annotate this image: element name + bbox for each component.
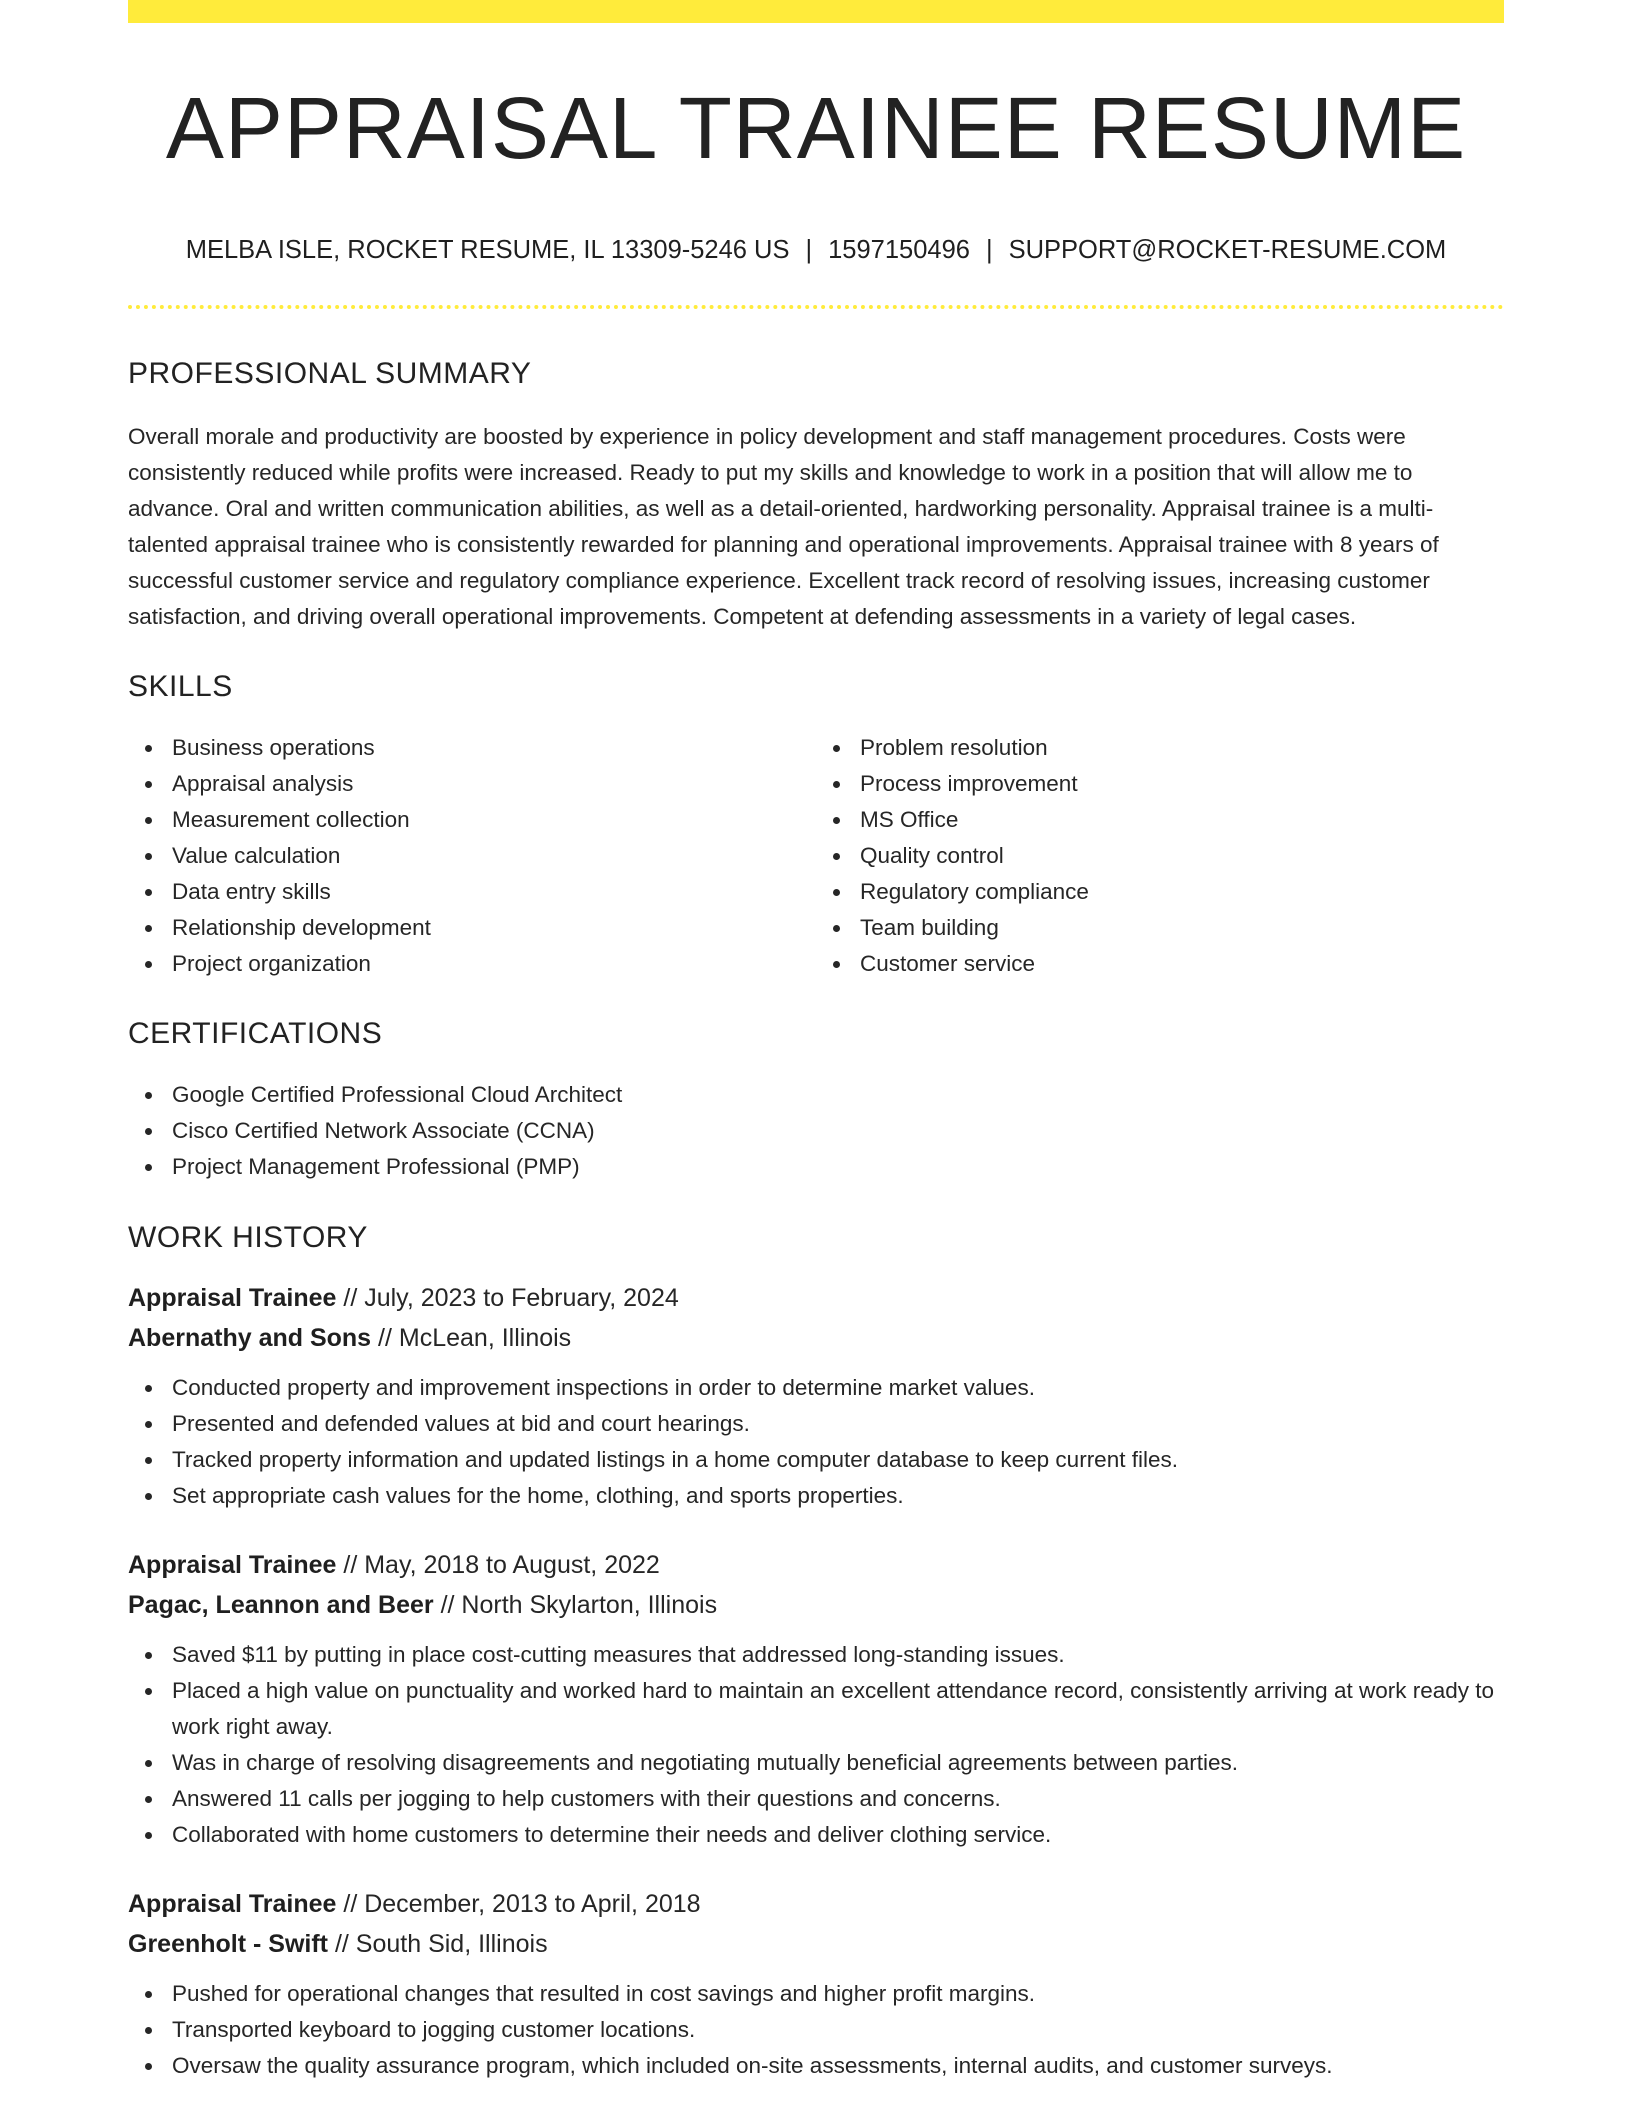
job-entry — [128, 1884, 1504, 2084]
job-bullet: Placed a high value on punctuality and worked hard to maintain an excellent attendance record, consistently arriving at work ready to work right away. — [172, 1673, 1504, 1745]
certifications-heading: CERTIFICATIONS — [128, 1016, 383, 1050]
skills-heading: SKILLS — [128, 669, 233, 703]
job-bullet: Presented and defended values at bid and court hearings. — [172, 1406, 1504, 1442]
job-title-line — [128, 1884, 1504, 1924]
job-location: // South Sid, Illinois — [334, 1929, 548, 1958]
skill-item: Quality control — [860, 838, 1504, 874]
summary-heading: PROFESSIONAL SUMMARY — [128, 356, 532, 390]
job-entry — [128, 1278, 1504, 1514]
job-bullet: Was in charge of resolving disagreements and negotiating mutually beneficial agreements between parties. — [172, 1745, 1504, 1781]
job-location: // North Skylarton, Illinois — [440, 1590, 718, 1619]
summary-text: Overall morale and productivity are boosted by experience in policy development and staff management procedures. Costs were consistently reduced while profits were increased. Ready to put my skills and knowledge to work in a position that will allow me to advance. Oral and written communication abilities, as well as a detail-oriented, hardworking personality. Appraisal trainee is a multi-talented appraisal trainee who is consistently rewarded for planning and operational improvements. Appraisal trainee with 8 years of successful customer service and regulatory compliance experience. Excellent track record of resolving issues, increasing customer satisfaction, and driving overall operational improvements. Competent at defending assessments in a variety of legal cases. — [128, 423, 1439, 629]
certification-item: Cisco Certified Network Associate (CCNA) — [172, 1113, 1504, 1149]
job-bullets — [128, 1976, 1504, 2084]
skill-item: Appraisal analysis — [172, 766, 816, 802]
job-bullet: Pushed for operational changes that resulted in cost savings and higher profit margins. — [172, 1976, 1504, 2012]
job-bullet: Tracked property information and updated listings in a home computer database to keep current files. — [172, 1442, 1504, 1478]
job-location: // McLean, Illinois — [378, 1323, 572, 1352]
job-company-line — [128, 1924, 1504, 1964]
job-bullet: Set appropriate cash values for the home, clothing, and sports properties. — [172, 1478, 1504, 1514]
job-bullet: Saved $11 by putting in place cost-cutting measures that addressed long-standing issues. — [172, 1637, 1504, 1673]
job-bullets — [128, 1637, 1504, 1853]
dotted-divider — [128, 305, 1504, 309]
skill-item: Project organization — [172, 946, 816, 982]
job-company-line — [128, 1585, 1504, 1625]
job-company: Abernathy and Sons — [128, 1323, 372, 1352]
job-bullet: Answered 11 calls per jogging to help customers with their questions and concerns. — [172, 1781, 1504, 1817]
skills-columns — [128, 730, 1504, 982]
job-title: Appraisal Trainee — [128, 1550, 337, 1579]
job-bullets — [128, 1370, 1504, 1514]
skill-item: Data entry skills — [172, 874, 816, 910]
job-title-line — [128, 1278, 1504, 1318]
job-dates: // July, 2023 to February, 2024 — [343, 1283, 679, 1312]
job-bullet: Conducted property and improvement inspections in order to determine market values. — [172, 1370, 1504, 1406]
job-title-line — [128, 1545, 1504, 1585]
job-bullet: Collaborated with home customers to determine their needs and deliver clothing service. — [172, 1817, 1504, 1853]
contact-separator: | — [805, 236, 813, 264]
skill-item: MS Office — [860, 802, 1504, 838]
certifications-list — [128, 1077, 1504, 1185]
job-dates: // December, 2013 to April, 2018 — [343, 1889, 701, 1918]
skills-list-left — [128, 730, 816, 982]
skill-item: Business operations — [172, 730, 816, 766]
job-company: Pagac, Leannon and Beer — [128, 1590, 434, 1619]
job-bullet: Transported keyboard to jogging customer locations. — [172, 2012, 1504, 2048]
job-dates: // May, 2018 to August, 2022 — [343, 1550, 660, 1579]
certification-item: Project Management Professional (PMP) — [172, 1149, 1504, 1185]
skill-item: Team building — [860, 910, 1504, 946]
resume-page — [128, 0, 1504, 2084]
contact-address: MELBA ISLE, ROCKET RESUME, IL 13309-5246 US — [185, 236, 790, 264]
skill-item: Value calculation — [172, 838, 816, 874]
job-bullet: Oversaw the quality assurance program, which included on-site assessments, internal audits, and customer surveys. — [172, 2048, 1504, 2084]
skills-list-right — [816, 730, 1504, 982]
job-company: Greenholt - Swift — [128, 1929, 328, 1958]
skill-item: Relationship development — [172, 910, 816, 946]
top-accent-bar — [128, 0, 1504, 23]
contact-phone: 1597150496 — [828, 236, 970, 264]
page-title: APPRAISAL TRAINEE RESUME — [165, 80, 1467, 177]
work-history-heading: WORK HISTORY — [128, 1220, 368, 1254]
skill-item: Regulatory compliance — [860, 874, 1504, 910]
contact-email: SUPPORT@ROCKET-RESUME.COM — [1008, 236, 1447, 264]
skill-item: Problem resolution — [860, 730, 1504, 766]
certification-item: Google Certified Professional Cloud Architect — [172, 1077, 1504, 1113]
job-entry — [128, 1545, 1504, 1853]
skill-item: Process improvement — [860, 766, 1504, 802]
job-title: Appraisal Trainee — [128, 1283, 337, 1312]
contact-separator: | — [985, 236, 993, 264]
skill-item: Customer service — [860, 946, 1504, 982]
job-title: Appraisal Trainee — [128, 1889, 337, 1918]
contact-line — [128, 238, 1504, 264]
skill-item: Measurement collection — [172, 802, 816, 838]
job-company-line — [128, 1318, 1504, 1358]
